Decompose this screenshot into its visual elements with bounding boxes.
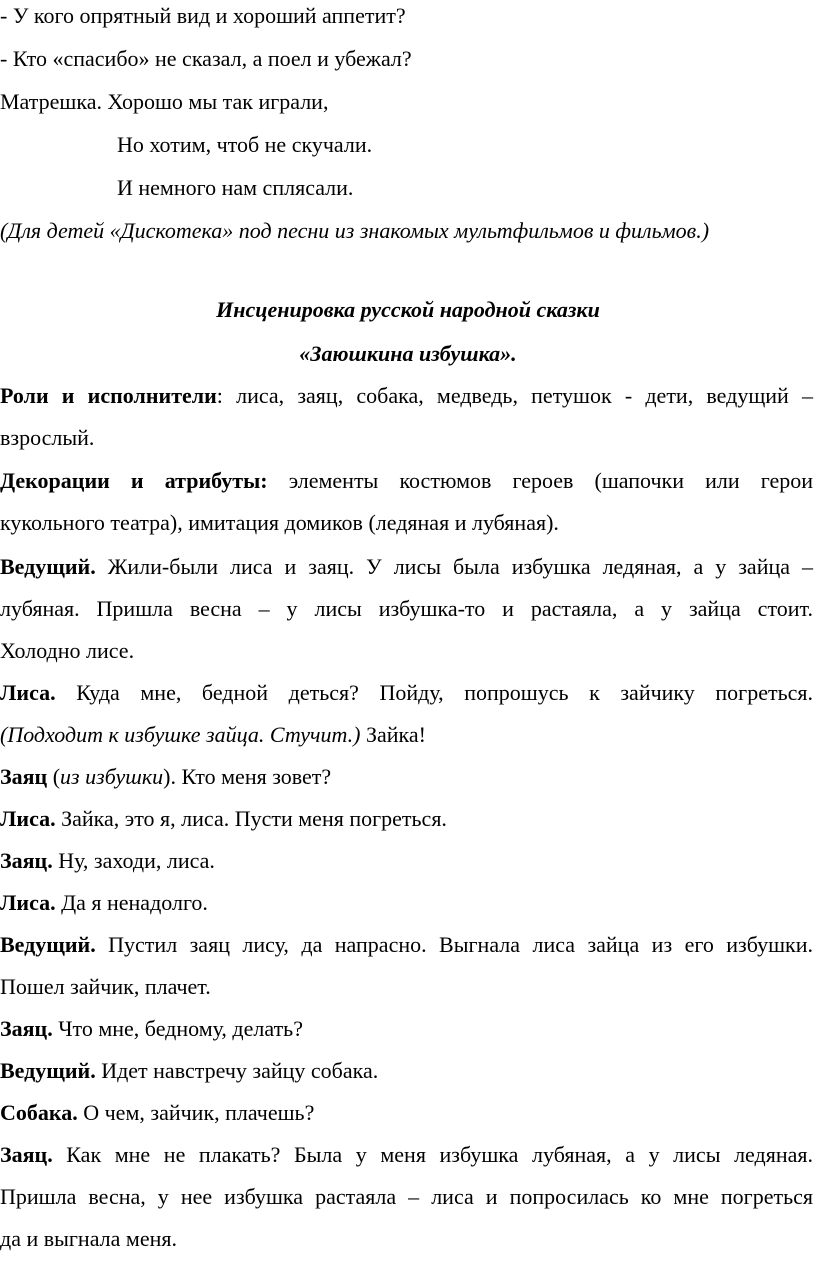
speech-text: Ну, заходи, лиса. xyxy=(52,848,215,873)
roles-paragraph xyxy=(0,381,813,411)
speaker-name: Заяц. xyxy=(0,1142,53,1167)
roles-label: Роли и исполнители xyxy=(0,383,217,408)
decor-paragraph xyxy=(0,466,813,496)
verse-line: - Кто «спасибо» не сказал, а поел и убежал? xyxy=(0,46,412,71)
decor-text-continued: кукольного театра), имитация домиков (ледяная и лубяная). xyxy=(0,510,559,535)
roles-text: : лиса, заяц, собака, медведь, петушок - дети, ведущий – xyxy=(216,383,814,408)
stage-direction: (Для детей «Дискотека» под песни из знакомых мультфильмов и фильмов.) xyxy=(0,218,710,243)
speaker-name: Ведущий. xyxy=(0,932,96,957)
dialogue-line xyxy=(0,930,813,960)
speech-continued: да и выгнала меня. xyxy=(0,1226,177,1251)
speech-continued: Пошел зайчик, плачет. xyxy=(0,974,211,999)
speaker-name: Лиса. xyxy=(0,806,56,831)
speech-text: Идет навстречу зайцу собака. xyxy=(95,1058,379,1083)
speaker-name: Ведущий. xyxy=(0,554,96,579)
speech-continued: лубяная. Пришла весна – у лисы избушка-то и растаяла, а у зайца стоит. xyxy=(0,596,813,621)
speaker-name: Ведущий. xyxy=(0,1058,96,1083)
verse-line: И немного нам сплясали. xyxy=(117,175,354,200)
speech-text: Жили-были лиса и заяц. У лисы была избушка ледяная, а у зайца – xyxy=(95,554,813,579)
speech-text: Что мне, бедному, делать? xyxy=(52,1016,303,1041)
dialogue-line xyxy=(0,552,813,582)
speaker-name: Заяц. xyxy=(0,848,53,873)
verse-line: Но хотим, чтоб не скучали. xyxy=(117,132,373,157)
dialogue-line xyxy=(0,678,813,708)
speaker-name: Заяц xyxy=(0,764,48,789)
section-title: Инсценировка русской народной сказки xyxy=(216,297,600,322)
speech-continued xyxy=(0,720,426,750)
stage-remark: (Подходит к избушке зайца. Стучит.) xyxy=(0,722,361,747)
speech-text: ). Кто меня зовет? xyxy=(163,764,332,789)
speaker-name: Собака. xyxy=(0,1100,78,1125)
dialogue-line xyxy=(0,804,447,834)
dialogue-line xyxy=(0,1140,813,1170)
speaker-name: Лиса. xyxy=(0,890,56,915)
dialogue-line xyxy=(0,762,331,792)
dialogue-line xyxy=(0,1014,303,1044)
decor-text: элементы костюмов героев (шапочки или герои xyxy=(267,468,813,493)
stage-remark: из избушки xyxy=(60,764,164,789)
paren-open: ( xyxy=(47,764,61,789)
roles-text-continued: взрослый. xyxy=(0,425,95,450)
speech-text: Зайка, это я, лиса. Пусти меня погреться. xyxy=(55,806,447,831)
speech-text: Как мне не плакать? Была у меня избушка лубяная, а у лисы ледяная. xyxy=(52,1142,813,1167)
dialogue-line xyxy=(0,1056,378,1086)
section-subtitle: «Заюшкина избушка». xyxy=(299,341,517,366)
speech-continued: Холодно лисе. xyxy=(0,638,135,663)
speech-text: О чем, зайчик, плачешь? xyxy=(77,1100,315,1125)
verse-line: - У кого опрятный вид и хороший аппетит? xyxy=(0,3,406,28)
decor-label: Декорации и атрибуты: xyxy=(0,468,268,493)
dialogue-line xyxy=(0,1098,314,1128)
speaker-name: Заяц. xyxy=(0,1016,53,1041)
speech-text: Зайка! xyxy=(360,722,426,747)
speech-text: Да я ненадолго. xyxy=(55,890,208,915)
speech-continued: Пришла весна, у нее избушка растаяла – лиса и попросилась ко мне погреться xyxy=(0,1184,813,1209)
dialogue-line xyxy=(0,888,208,918)
dialogue-line xyxy=(0,846,215,876)
speech-text: Куда мне, бедной деться? Пойду, попрошусь к зайчику погреться. xyxy=(55,680,813,705)
speech-text: Пустил заяц лису, да напрасно. Выгнала лиса зайца из его избушки. xyxy=(95,932,813,957)
verse-line: Матрешка. Хорошо мы так играли, xyxy=(0,89,329,114)
speaker-name: Лиса. xyxy=(0,680,56,705)
